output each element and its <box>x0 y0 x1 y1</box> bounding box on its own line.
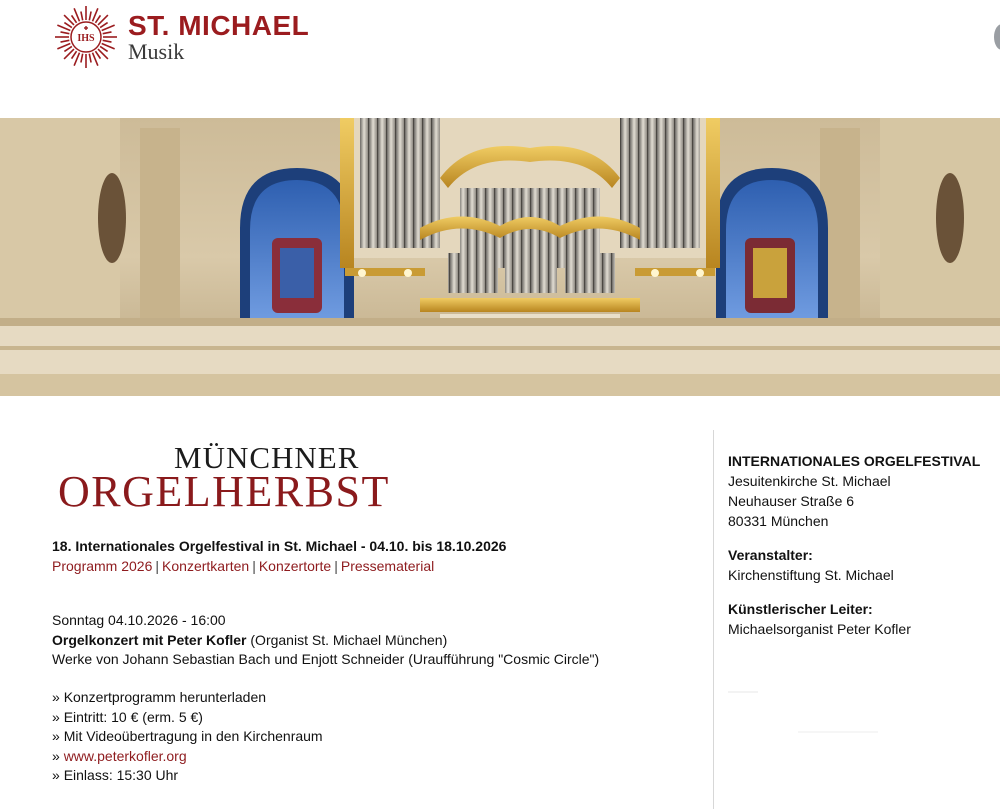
event-title-main: Orgelkonzert mit Peter Kofler <box>52 631 247 648</box>
link-separator: | <box>252 558 256 574</box>
director-label: Künstlerischer Leiter: <box>728 601 873 617</box>
menu-toggle[interactable] <box>994 24 1000 50</box>
logo-title: ST. MICHAEL <box>128 9 310 41</box>
video-note: Mit Videoübertragung in den Kirchenraum <box>63 728 323 744</box>
logo-monogram: IHS <box>77 33 95 44</box>
sunburst-ray <box>64 23 71 28</box>
event-title <box>52 631 692 651</box>
sidebar-organizer-block <box>728 545 993 585</box>
sunburst-ray <box>81 54 83 63</box>
sunburst-ray <box>95 51 100 58</box>
ihs-sunburst-icon <box>50 4 122 70</box>
sunburst-ray <box>60 32 69 34</box>
organizer-name: Kirchenstiftung St. Michael <box>728 567 894 583</box>
sunburst-ray <box>89 11 91 20</box>
event-works: Werke von Johann Sebastian Bach und Enjott Schneider (Uraufführung "Cosmic Circle") <box>52 651 600 667</box>
link-konzertkarten[interactable]: Konzertkarten <box>162 558 250 574</box>
festival-heading: 18. Internationales Orgelfestival in St. Michael - 04.10. bis 18.10.2026 <box>52 538 507 554</box>
event-datetime: Sonntag 04.10.2026 - 16:00 <box>52 612 226 628</box>
sunburst-ray <box>100 23 107 28</box>
sunburst-ray <box>64 46 71 51</box>
detail-entry <box>52 708 323 728</box>
sunburst-ray <box>89 54 91 63</box>
director-name: Michaelsorganist Peter Kofler <box>728 621 911 637</box>
event-info <box>52 611 692 670</box>
link-konzertorte[interactable]: Konzertorte <box>258 558 332 574</box>
link-pressematerial[interactable]: Pressematerial <box>340 558 435 574</box>
download-program-link[interactable]: Konzertprogramm herunterladen <box>63 689 267 705</box>
sidebar-title: INTERNATIONALES ORGELFESTIVAL <box>728 453 981 469</box>
address-line: Neuhauser Straße 6 <box>728 493 855 509</box>
site-header <box>0 0 1000 118</box>
detail-admission <box>52 766 323 786</box>
sidebar-director-block <box>728 599 993 639</box>
address-line: 80331 München <box>728 513 829 529</box>
sunburst-ray <box>72 51 77 58</box>
link-separator: | <box>155 558 160 574</box>
bullet-marker: » <box>52 747 64 764</box>
entry-price: Eintritt: 10 € (erm. 5 €) <box>63 708 203 725</box>
address-line: Jesuitenkirche St. Michael <box>728 473 891 489</box>
sunburst-ray <box>103 40 112 42</box>
detail-website <box>52 747 323 767</box>
sunburst-ray <box>103 32 112 34</box>
festival-logo <box>58 440 418 518</box>
sidebar <box>728 451 993 653</box>
bullet-marker: » <box>52 708 64 725</box>
hero-organ-image <box>0 118 1000 396</box>
organizer-label: Veranstalter: <box>728 547 813 563</box>
admission-time: Einlass: 15:30 Uhr <box>63 767 179 783</box>
detail-video <box>52 727 323 747</box>
sidebar-address-block <box>728 451 993 531</box>
column-divider <box>713 430 714 809</box>
main-content <box>0 396 1000 809</box>
event-column <box>52 396 712 809</box>
event-title-rest: (Organist St. Michael München) <box>246 631 448 648</box>
bullet-marker: » <box>52 728 64 744</box>
faint-mark <box>798 731 878 733</box>
logo-subtitle: Musik <box>128 38 185 64</box>
sunburst-ray <box>72 15 77 22</box>
faint-mark <box>728 691 758 693</box>
sunburst-ray <box>81 11 83 20</box>
sunburst-ray <box>95 15 100 22</box>
link-separator: | <box>334 558 338 574</box>
sunburst-ray <box>100 46 107 51</box>
festival-logo-line1: MÜNCHNER <box>174 440 360 475</box>
website-link[interactable]: www.peterkofler.org <box>63 747 187 764</box>
link-programm[interactable]: Programm 2026 <box>52 558 153 574</box>
detail-download <box>52 688 323 708</box>
event-details <box>52 688 323 786</box>
bullet-marker: » <box>52 767 64 783</box>
sunburst-ray <box>60 40 69 42</box>
site-logo[interactable] <box>50 4 330 70</box>
festival-links <box>52 558 434 574</box>
festival-logo-line2: ORGELHERBST <box>58 467 390 516</box>
bullet-marker: » <box>52 689 64 705</box>
